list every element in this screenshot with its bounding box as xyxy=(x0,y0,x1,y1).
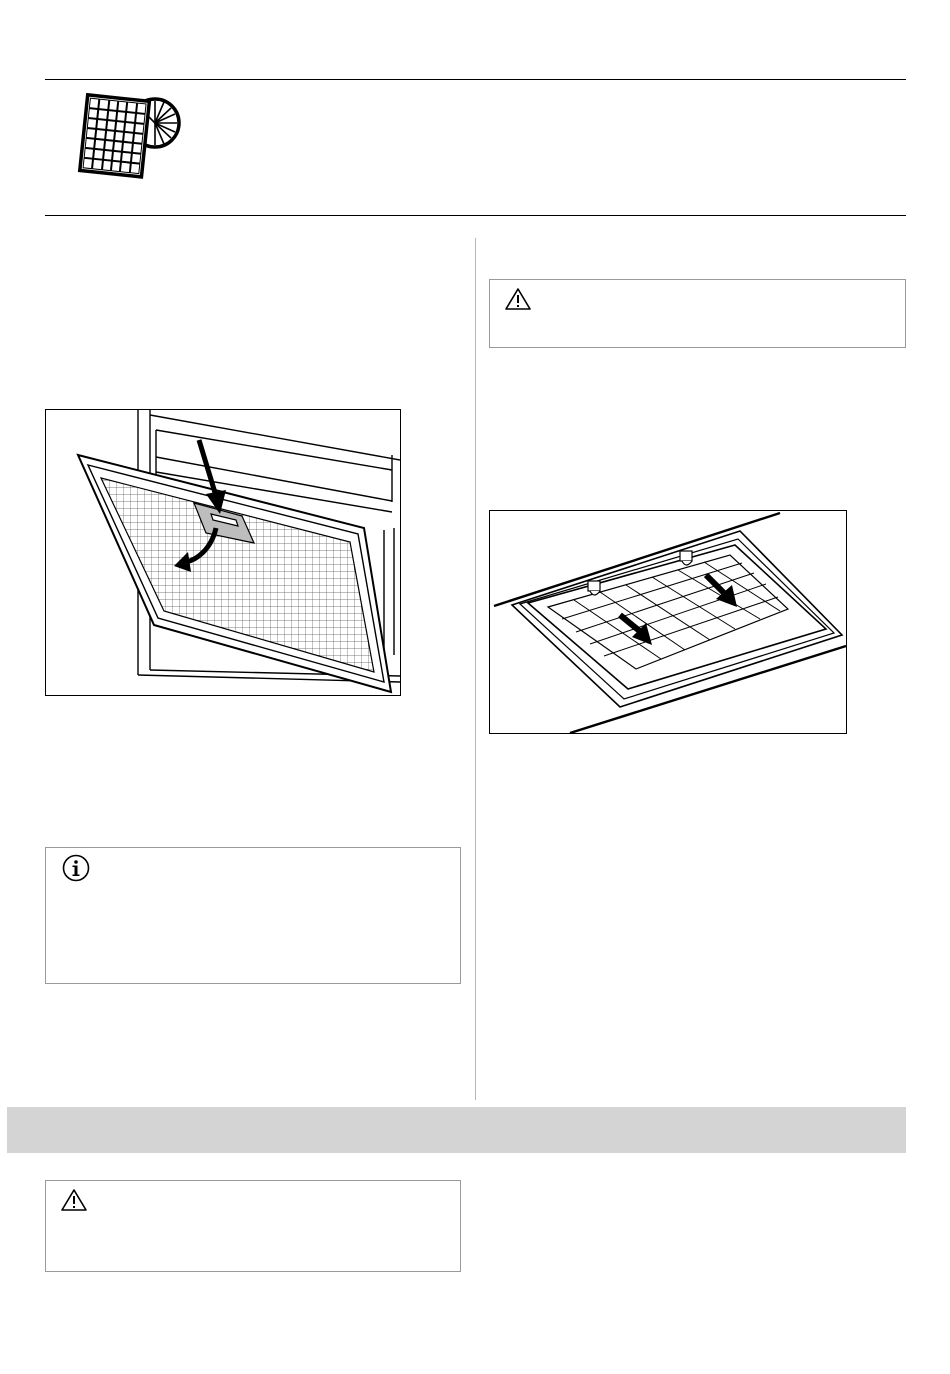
warning-icon xyxy=(504,287,532,311)
top-rule xyxy=(45,79,906,80)
filter-insert-illustration xyxy=(489,510,847,734)
filter-release-illustration xyxy=(45,409,401,696)
warning-box xyxy=(489,279,906,348)
warning-icon xyxy=(60,1188,88,1212)
header-bottom-rule xyxy=(45,215,906,216)
bottom-warning-box xyxy=(45,1180,461,1272)
info-box xyxy=(45,847,461,984)
info-icon xyxy=(62,854,90,882)
column-divider xyxy=(475,238,476,1100)
section-heading-band xyxy=(7,1107,906,1153)
filter-grid-and-fan-icon xyxy=(76,82,186,184)
